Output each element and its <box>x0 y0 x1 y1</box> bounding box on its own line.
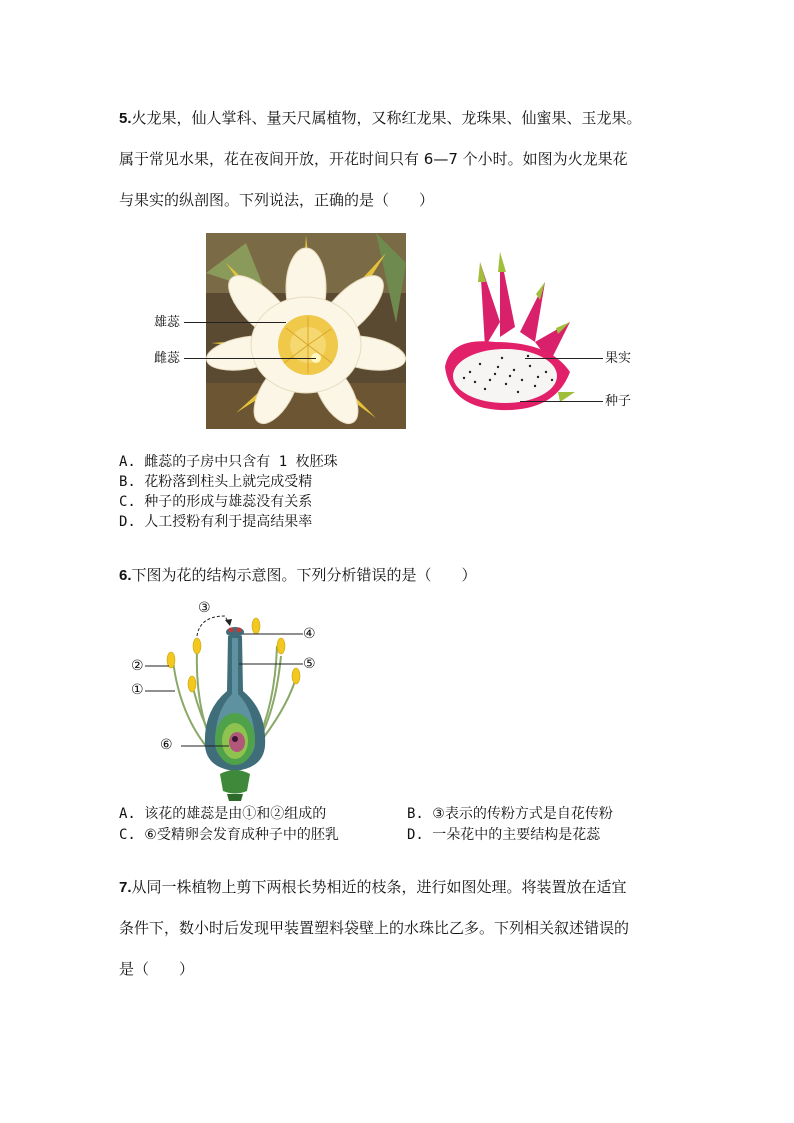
q6-option-c: C. ⑥受精卵会发育成种子中的胚乳 <box>119 827 339 843</box>
dragon-fruit-flower-image <box>206 233 406 429</box>
q5-stem-line-3: 与果实的纵剖图。下列说法，正确的是（ ） <box>119 191 435 209</box>
q6-stem <box>119 565 477 586</box>
q5-option-c: C. 种子的形成与雄蕊没有关系 <box>119 494 313 510</box>
seed-label: 种子 <box>605 394 632 409</box>
stamen-leader-line <box>184 322 286 323</box>
q6-option-b: B. ③表示的传粉方式是自花传粉 <box>407 806 613 822</box>
diagram-label-3: ③ <box>198 600 211 616</box>
q5-stem-line-2: 属于常见水果，花在夜间开放，开花时间只有 6—7 个小时。如图为火龙果花 <box>119 150 628 168</box>
q7-stem-line-1: 从同一株植物上剪下两根长势相近的枝条，进行如图处理。将装置放在适宜 <box>131 878 627 896</box>
q6-number: 6. <box>119 567 132 584</box>
q5-line-1 <box>119 108 642 129</box>
fruit-leader-line <box>525 358 603 359</box>
q6-option-d: D. 一朵花中的主要结构是花蕊 <box>407 827 601 843</box>
diagram-label-6: ⑥ <box>160 737 173 753</box>
q7-line-1 <box>119 877 627 898</box>
q5-number: 5. <box>119 110 132 127</box>
fruit-label: 果实 <box>605 351 632 366</box>
pistil-label: 雌蕊 <box>154 351 181 366</box>
pistil-leader-line <box>184 358 316 359</box>
q7-stem-line-3: 是（ ） <box>119 960 195 978</box>
seed-leader-line <box>520 401 603 402</box>
q5-option-d: D. 人工授粉有利于提高结果率 <box>119 514 313 530</box>
q7-stem-line-2: 条件下，数小时后发现甲装置塑料袋壁上的水珠比乙多。下列相关叙述错误的 <box>119 919 630 937</box>
q7-number: 7. <box>119 879 132 896</box>
q5-option-b: B. 花粉落到柱头上就完成受精 <box>119 474 313 490</box>
dragon-fruit-image <box>440 252 580 417</box>
q6-stem-text: 下图为花的结构示意图。下列分析错误的是（ ） <box>131 566 477 584</box>
q5-stem-line-1: 火龙果，仙人掌科、量天尺属植物，又称红龙果、龙珠果、仙蜜果、玉龙果。 <box>131 109 642 127</box>
diagram-label-5: ⑤ <box>303 656 316 672</box>
diagram-label-1: ① <box>131 682 144 698</box>
q6-option-a: A. 该花的雄蕊是由①和②组成的 <box>119 806 327 822</box>
q5-option-a: A. 雌蕊的子房中只含有 1 枚胚珠 <box>119 454 338 470</box>
diagram-label-4: ④ <box>303 626 316 642</box>
stamen-label: 雄蕊 <box>154 315 181 330</box>
diagram-label-2: ② <box>131 658 144 674</box>
